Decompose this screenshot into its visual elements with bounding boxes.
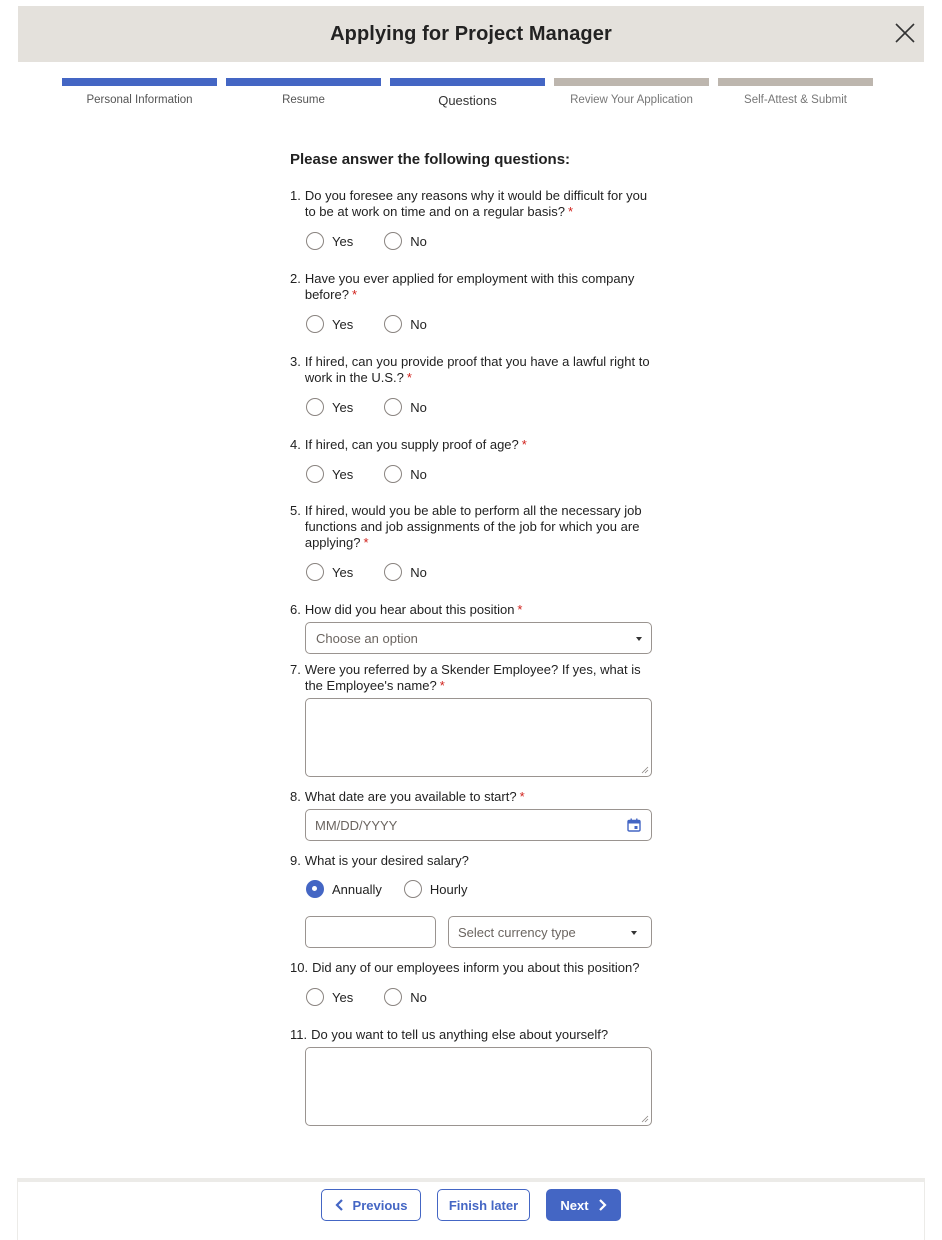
radio-label: Annually [332,881,382,897]
question-1 [290,188,653,220]
question-9 [290,853,655,869]
radio-circle[interactable] [306,315,324,333]
question-5-options [306,563,427,581]
radio-no[interactable] [384,465,427,483]
radio-circle[interactable] [384,315,402,333]
radio-yes[interactable] [306,232,353,250]
step-bar [554,78,709,86]
chevron-left-icon [335,1199,344,1211]
step-resume[interactable] [226,78,381,108]
radio-label: Yes [332,399,354,415]
step-review-application [554,78,709,108]
step-bar [62,78,217,86]
question-5 [290,503,645,551]
step-label: Self-Attest & Submit [744,94,847,106]
step-bar [390,78,545,86]
question-text: How did you hear about this position [304,602,515,617]
question-2-options [306,315,427,333]
start-date-input[interactable] [305,809,652,841]
radio-label: No [410,564,427,580]
calendar-icon[interactable] [627,818,641,832]
question-number: 1. [290,188,301,203]
currency-type-select[interactable] [448,916,652,948]
question-number: 5. [290,503,301,518]
chevron-right-icon [598,1199,607,1211]
previous-button[interactable] [321,1189,421,1221]
radio-no[interactable] [384,563,427,581]
step-personal-information[interactable] [62,78,217,108]
radio-circle[interactable] [384,465,402,483]
question-number: 11. [290,1027,308,1042]
radio-yes[interactable] [306,465,353,483]
question-4 [290,437,655,453]
radio-circle[interactable] [306,563,324,581]
radio-label: Yes [332,316,354,332]
question-text: What date are you available to start? [304,789,517,804]
question-4-options [306,465,427,483]
step-questions[interactable] [390,78,545,108]
question-number: 6. [290,602,301,617]
caret-down-icon [631,931,637,935]
question-7 [290,662,645,694]
required-asterisk: * [519,789,525,804]
select-placeholder: Choose an option [316,630,418,646]
step-bar [226,78,381,86]
radio-circle[interactable] [306,880,324,898]
select-placeholder: Select currency type [458,924,576,940]
question-text: Were you referred by a Skender Employee? If yes, what is the Employee's name? [304,662,641,693]
page-header [18,6,924,62]
question-number: 2. [290,271,301,286]
question-text: What is your desired salary? [304,853,469,868]
required-asterisk: * [439,678,445,693]
radio-circle[interactable] [404,880,422,898]
question-11 [290,1027,661,1043]
required-asterisk: * [351,287,357,302]
required-asterisk: * [363,535,369,550]
next-label: Next [560,1197,589,1213]
radio-label: Yes [332,989,354,1005]
radio-label: No [410,466,427,482]
hear-about-position-select[interactable] [305,622,652,654]
caret-down-icon [636,637,642,641]
required-asterisk: * [517,602,523,617]
close-icon[interactable] [894,22,916,44]
radio-label: No [410,316,427,332]
question-10-options [306,988,427,1006]
previous-label: Previous [352,1197,408,1213]
required-asterisk: * [521,437,527,452]
radio-label: Yes [332,233,354,249]
question-3 [290,354,655,386]
radio-annually[interactable] [306,880,382,898]
question-10 [290,960,662,976]
radio-yes[interactable] [306,988,353,1006]
radio-circle[interactable] [306,465,324,483]
question-6 [290,602,655,618]
radio-circle[interactable] [306,988,324,1006]
question-text: If hired, can you provide proof that you have a lawful right to work in the U.S.? [304,354,650,385]
radio-label: No [410,399,427,415]
step-label: Review Your Application [570,94,693,106]
step-label: Questions [438,93,497,108]
radio-hourly[interactable] [404,880,468,898]
radio-label: Hourly [429,881,468,897]
progress-steps [62,78,876,108]
radio-label: No [410,989,427,1005]
resize-grip-icon[interactable] [641,1115,649,1123]
question-number: 10. [290,960,309,975]
question-number: 3. [290,354,301,369]
radio-circle[interactable] [384,398,402,416]
step-self-attest-submit [718,78,873,108]
radio-no[interactable] [384,315,427,333]
finish-later-button[interactable] [437,1189,530,1221]
question-3-options [306,398,427,416]
radio-circle[interactable] [306,232,324,250]
salary-period-options [306,880,467,898]
question-text: Do you want to tell us anything else about yourself? [311,1027,609,1042]
radio-circle[interactable] [306,398,324,416]
radio-label: Yes [332,466,354,482]
question-text: Have you ever applied for employment with this company before? [304,271,635,302]
question-8 [290,789,655,805]
radio-circle[interactable] [384,988,402,1006]
question-text: Did any of our employees inform you about this position? [312,960,640,975]
radio-yes[interactable] [306,398,353,416]
question-number: 7. [290,662,301,677]
question-number: 4. [290,437,301,452]
radio-no[interactable] [384,232,427,250]
question-1-options [306,232,427,250]
about-yourself-textarea[interactable] [305,1047,652,1126]
page-title: Applying for Project Manager [330,22,612,45]
step-label: Personal Information [86,94,193,106]
question-text: Do you foresee any reasons why it would be difficult for you to be at work on time and on a regular basis? [304,188,648,219]
resize-grip-icon[interactable] [641,766,649,774]
step-bar [718,78,873,86]
radio-circle[interactable] [384,232,402,250]
radio-label: Yes [332,564,354,580]
radio-yes[interactable] [306,315,353,333]
radio-label: No [410,233,427,249]
required-asterisk: * [406,370,412,385]
next-button[interactable] [546,1189,621,1221]
radio-no[interactable] [384,398,427,416]
salary-amount-input[interactable] [305,916,436,948]
question-text: If hired, can you supply proof of age? [304,437,519,452]
finish-later-label: Finish later [448,1197,519,1213]
question-2 [290,271,655,303]
question-number: 9. [290,853,301,868]
question-text: If hired, would you be able to perform all the necessary job functions and job assignments of the job for which you are applying? [304,503,642,550]
radio-yes[interactable] [306,563,353,581]
date-placeholder: MM/DD/YYYY [315,817,398,833]
form-heading: Please answer the following questions: [290,151,571,168]
radio-no[interactable] [384,988,427,1006]
required-asterisk: * [568,204,574,219]
step-label: Resume [282,94,325,106]
radio-circle[interactable] [384,563,402,581]
question-number: 8. [290,789,301,804]
referrer-name-textarea[interactable] [305,698,652,777]
